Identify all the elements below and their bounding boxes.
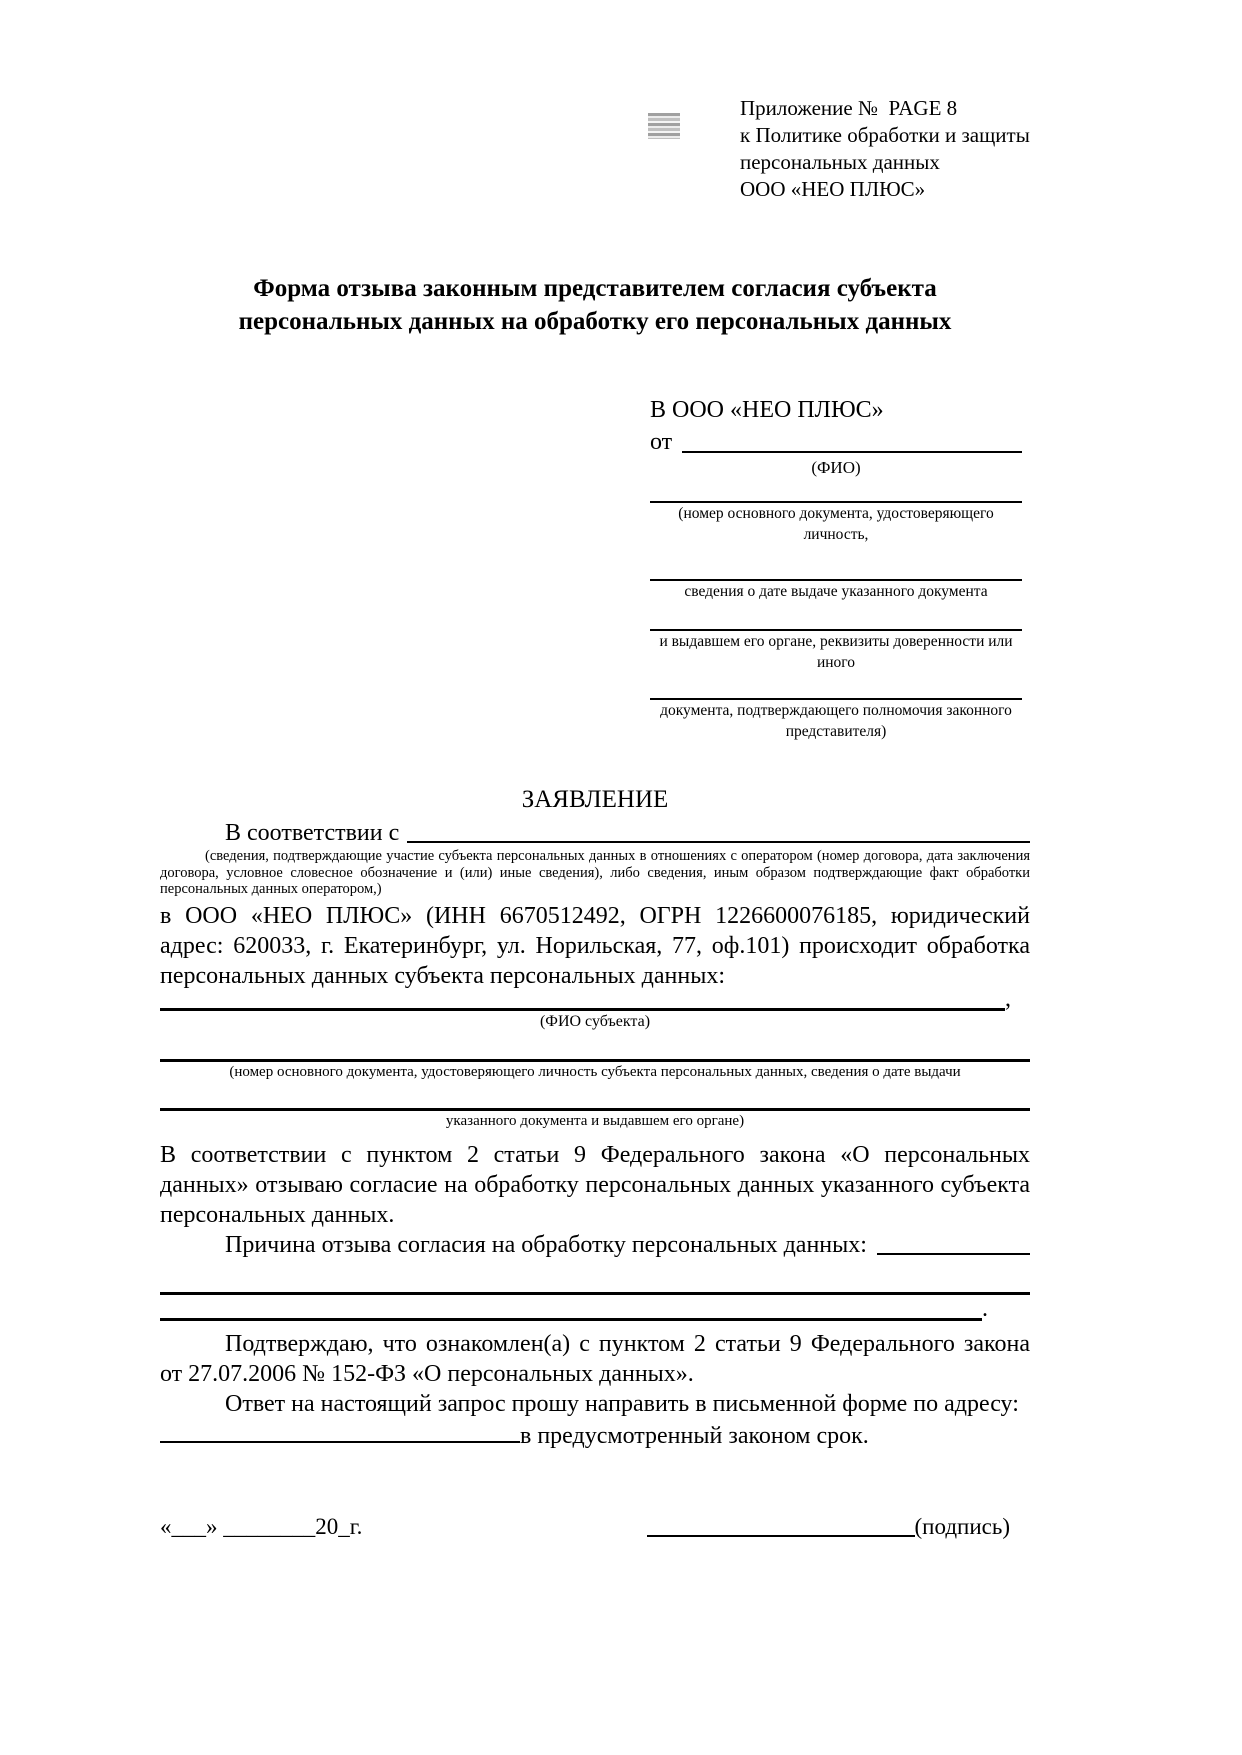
representative-doc-caption-3: и выдавшем его органе, реквизиты доверенности или иного (659, 633, 1013, 671)
representative-doc-line-3[interactable] (650, 602, 1022, 631)
representative-doc-caption-4: документа, подтверждающего полномочия законного представителя) (660, 702, 1012, 740)
reply-suffix: в предусмотренный законом срок. (520, 1422, 869, 1449)
appendix-header (740, 95, 1030, 203)
reason-prefix: Причина отзыва согласия на обработку персональных данных: (225, 1231, 867, 1258)
reason-extra-line-1[interactable] (160, 1260, 1030, 1295)
withdrawal-paragraph: В соответствии с пунктом 2 статьи 9 Федерального закона «О персональных данных» отзываю согласие на обработку персональных данных указанного субъекта персональных данных. (160, 1141, 1030, 1228)
fio-caption: (ФИО) (811, 458, 861, 477)
representative-doc-field (650, 602, 1022, 673)
reply-request-paragraph: Ответ на настоящий запрос прошу направить в письменной форме по адресу: (225, 1390, 1019, 1417)
representative-doc-line-2[interactable] (650, 545, 1022, 581)
footer-row (160, 1513, 1030, 1541)
subject-doc-caption-2: указанного документа и выдавшем его органе) (445, 1112, 745, 1129)
signature-group (647, 1513, 1010, 1541)
from-row (650, 427, 1022, 458)
subject-doc-line-1[interactable] (160, 1032, 1030, 1062)
representative-doc-line-4[interactable] (650, 673, 1022, 700)
representative-doc-caption-1: (номер основного документа, удостоверяющего личность, (678, 505, 994, 543)
form-title (160, 272, 1030, 338)
addressee-block (650, 394, 1030, 742)
operator-paragraph: в ООО «НЕО ПЛЮС» (ИНН 6670512492, ОГРН 1226600076185, юридический адрес: 620033, г. Екатеринбург, ул. Норильская, 77, оф.101) происходит обработка персональных данных субъекта персональных данных: (160, 902, 1030, 989)
page-header (160, 95, 1030, 203)
trailing-period: . (982, 1295, 988, 1322)
signature-line[interactable] (647, 1535, 915, 1537)
reply-address-line[interactable] (160, 1419, 520, 1443)
confirmation-paragraph: Подтверждаю, что ознакомлен(а) с пунктом 2 статьи 9 Федерального закона от 27.07.2006 № 152-ФЗ «О персональных данных». (160, 1330, 1030, 1387)
intro-prefix: В соответствии с (225, 820, 400, 846)
subject-doc-caption-1: (номер основного документа, удостоверяющего личность субъекта персональных данных, сведения о дате выдачи (229, 1063, 961, 1080)
reply-address-row (160, 1419, 1030, 1451)
basis-line[interactable] (407, 818, 1030, 843)
representative-fio-line[interactable] (682, 427, 1022, 453)
reason-line[interactable] (877, 1230, 1030, 1255)
representative-doc-field (650, 478, 1022, 545)
addressee-org: В ООО «НЕО ПЛЮС» (650, 397, 884, 423)
date-blank[interactable]: «___» ________20_г. (160, 1513, 363, 1539)
representative-doc-line-1[interactable] (650, 478, 1022, 503)
subject-fio-line[interactable] (160, 991, 1005, 1011)
form-title-line-2: персональных данных на обработку его персональных данных (238, 308, 952, 335)
subject-fio-row (160, 985, 1030, 1012)
intro-row (160, 818, 1030, 848)
representative-doc-field (650, 673, 1022, 742)
from-label: от (650, 429, 673, 455)
subject-fio-caption: (ФИО субъекта) (539, 1012, 651, 1030)
trailing-comma: , (1005, 985, 1011, 1012)
statement-heading: ЗАЯВЛЕНИЕ (521, 786, 669, 813)
signature-caption: (подпись) (914, 1513, 1010, 1539)
representative-doc-caption-2: сведения о дате выдаче указанного документа (684, 583, 988, 600)
header-line: к Политике обработки и защиты (740, 123, 1030, 147)
subject-doc-line-2[interactable] (160, 1083, 1030, 1111)
reason-row (160, 1230, 1030, 1260)
reason-extra-line-2[interactable] (160, 1295, 982, 1321)
fine-print-caption: (сведения, подтверждающие участие субъекта персональных данных в отношениях с оператором (номер договора, дата заключения договора, условное словесное обозначение и (или) иные сведения), либо сведения, иным образом подтверждающие факт обработки персональных данных оператором,) (160, 848, 1030, 897)
form-title-line-1: Форма отзыва законным представителем согласия субъекта (253, 275, 937, 302)
header-line: персональных данных (740, 150, 940, 174)
representative-doc-field (650, 545, 1022, 602)
reason-extra-row-2 (160, 1295, 1030, 1321)
embedded-image-icon (648, 113, 680, 139)
appendix-number-line: Приложение № PAGE 8 (740, 96, 958, 120)
header-line: ООО «НЕО ПЛЮС» (740, 177, 926, 201)
